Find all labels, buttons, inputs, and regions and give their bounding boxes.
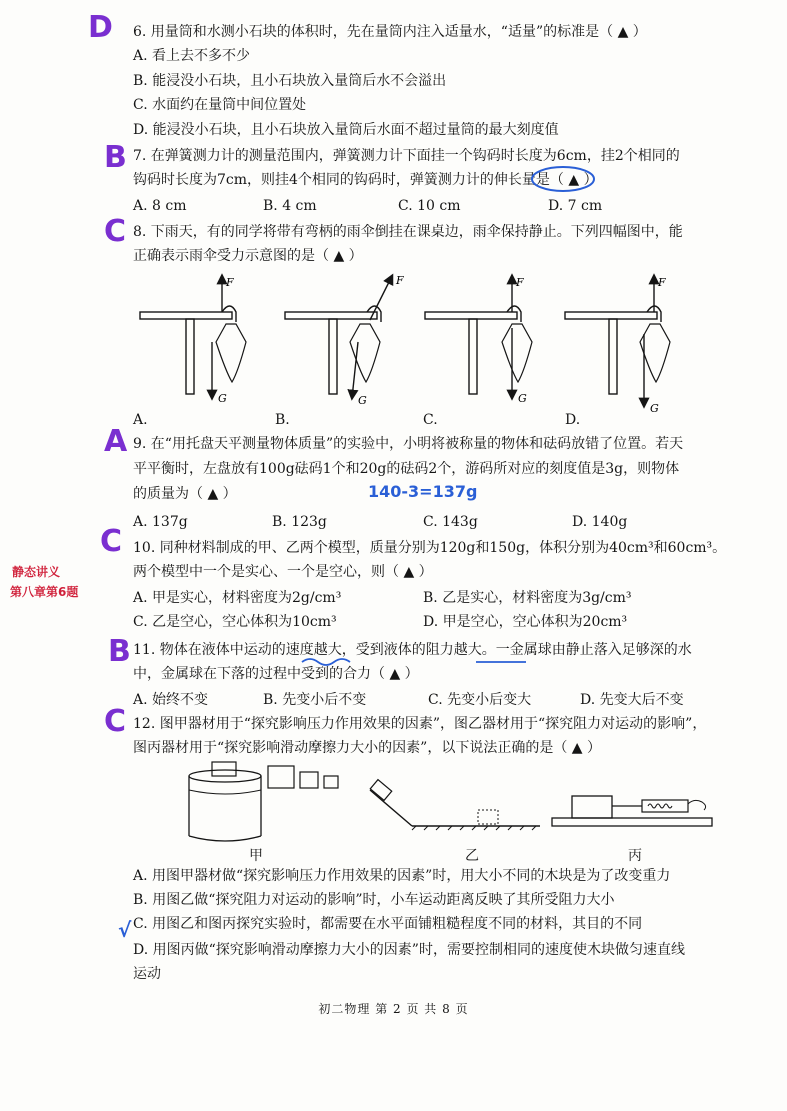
q6-option-a: A. 看上去不多不少 [133, 48, 251, 64]
force-label-f-c: F [516, 276, 524, 289]
q8-label-a: A. [133, 412, 148, 428]
page-footer: 初二物理 第 2 页 共 8 页 [318, 1002, 469, 1016]
force-label-g-a: G [218, 392, 227, 405]
q7-option-d: D. 7 cm [548, 198, 603, 214]
handwritten-check-icon: √ [118, 918, 132, 942]
blue-circle-mark [528, 164, 598, 194]
q11-option-c: C. 先变小后变大 [428, 692, 532, 708]
q7-stem-2: 钩码时长度为7cm，则挂4个相同的钩码时，弹簧测力计的伸长量是（ ▲ ） [133, 172, 598, 188]
handwritten-answer-q7: B [104, 140, 127, 175]
q10-stem-2: 两个模型中一个是实心、一个是空心，则（ ▲ ） [133, 564, 433, 580]
q11-stem-2: 中，金属球在下落的过程中受到的合力（ ▲ ） [133, 666, 419, 682]
q8-label-b: B. [275, 412, 290, 428]
q12-option-b: B. 用图乙做“探究阻力对运动的影响”时，小车运动距离反映了其所受阻力大小 [133, 892, 615, 908]
q9-option-b: B. 123g [272, 514, 327, 530]
q9-stem-2: 平平衡时，左盘放有100g砝码1个和20g的砝码2个，游码所对应的刻度值是3g，则物体 [133, 461, 680, 477]
force-label-f-a: F [226, 276, 234, 289]
umbrella-figure-d [565, 276, 670, 415]
q6-stem: 6. 用量筒和水测小石块的体积时，先在量筒内注入适量水，“适量”的标准是（ ▲ ） [133, 24, 647, 40]
handwritten-answer-q11: B [108, 634, 131, 669]
q12-label-jia: 甲 [249, 848, 263, 864]
q9-option-c: C. 143g [423, 514, 478, 530]
umbrella-figure-a [140, 276, 246, 405]
force-label-f-b: F [396, 274, 404, 287]
handwritten-answer-q12: C [104, 704, 127, 739]
q12-apparatus-figures [180, 760, 720, 850]
q11-option-b: B. 先变小后不变 [263, 692, 367, 708]
handwritten-answer-q9: A [104, 424, 128, 459]
q9-option-a: A. 137g [133, 514, 188, 530]
apparatus-yi [370, 780, 540, 830]
q8-label-d: D. [565, 412, 581, 428]
q9-stem-1: 9. 在“用托盘天平测量物体质量”的实验中，小明将被称量的物体和砝码放错了位置。若天 [133, 436, 684, 452]
q12-stem-1: 12. 图甲器材用于“探究影响压力作用效果的因素”，图乙器材用于“探究阻力对运动的影响”， [133, 716, 707, 732]
q8-label-c: C. [423, 412, 438, 428]
q12-label-yi: 乙 [465, 848, 479, 864]
force-label-g-c: G [518, 392, 527, 405]
q12-option-c: C. 用图乙和图丙探究实验时，都需要在水平面铺粗糙程度不同的材料，其目的不同 [133, 916, 643, 932]
force-label-g-d: G [650, 402, 659, 415]
handwritten-calc: 140-3=137g [368, 482, 478, 501]
handwritten-answer-q6: D [88, 10, 113, 45]
q12-option-d-cont: 运动 [133, 966, 161, 982]
q9-stem-3: 的质量为（ ▲ ） [133, 486, 237, 502]
handwritten-answer-q10: C [100, 524, 123, 559]
q12-label-bing: 丙 [628, 848, 642, 864]
q10-stem-1: 10. 同种材料制成的甲、乙两个模型，质量分别为120g和150g，体积分别为40cm³和60cm³。 [133, 540, 727, 556]
q12-stem-2: 图丙器材用于“探究影响滑动摩擦力大小的因素”，以下说法正确的是（ ▲ ） [133, 740, 601, 756]
force-label-f-d: F [658, 276, 666, 289]
q10-option-a: A. 甲是实心，材料密度为2g/cm³ [133, 590, 342, 606]
q10-option-d: D. 甲是空心，空心体积为20cm³ [423, 614, 628, 630]
force-label-g-b: G [358, 394, 367, 407]
q10-option-b: B. 乙是实心，材料密度为3g/cm³ [423, 590, 632, 606]
q9-option-d: D. 140g [572, 514, 628, 530]
q11-option-a: A. 始终不变 [133, 692, 209, 708]
q6-option-c: C. 水面约在量筒中间位置处 [133, 97, 307, 113]
apparatus-bing [552, 796, 712, 826]
handwritten-answer-q8: C [104, 214, 127, 249]
q8-stem-1: 8. 下雨天，有的同学将带有弯柄的雨伞倒挂在课桌边，雨伞保持静止。下列四幅图中，能 [133, 224, 683, 240]
q8-stem-2: 正确表示雨伞受力示意图的是（ ▲ ） [133, 248, 363, 264]
umbrella-figure-c [425, 276, 532, 405]
q7-option-b: B. 4 cm [263, 198, 317, 214]
q12-option-a: A. 用图甲器材做“探究影响压力作用效果的因素”时，用大小不同的木块是为了改变重力 [133, 868, 671, 884]
apparatus-jia [189, 762, 338, 841]
q12-option-d: D. 用图丙做“探究影响滑动摩擦力大小的因素”时，需要控制相同的速度使木块做匀速直线 [133, 942, 685, 958]
q6-option-d: D. 能浸没小石块，且小石块放入量筒后水面不超过量筒的最大刻度值 [133, 122, 559, 138]
margin-note-1: 静态讲义 [12, 565, 61, 579]
q10-option-c: C. 乙是空心，空心体积为10cm³ [133, 614, 337, 630]
q7-stem-1: 7. 在弹簧测力计的测量范围内，弹簧测力计下面挂一个钩码时长度为6cm，挂2个相同的 [133, 148, 680, 164]
q7-option-c: C. 10 cm [398, 198, 461, 214]
umbrella-figure-b [285, 274, 404, 407]
q6-option-b: B. 能浸没小石块，且小石块放入量筒后水不会溢出 [133, 73, 447, 89]
q7-option-a: A. 8 cm [133, 198, 187, 214]
margin-note-2: 第八章第6题 [10, 585, 79, 599]
q11-option-d: D. 先变大后不变 [580, 692, 684, 708]
q11-stem-1: 11. 物体在液体中运动的速度越大，受到液体的阻力越大。一金属球由静止落入足够深的水 [133, 642, 692, 658]
q8-umbrella-figures [130, 272, 770, 422]
